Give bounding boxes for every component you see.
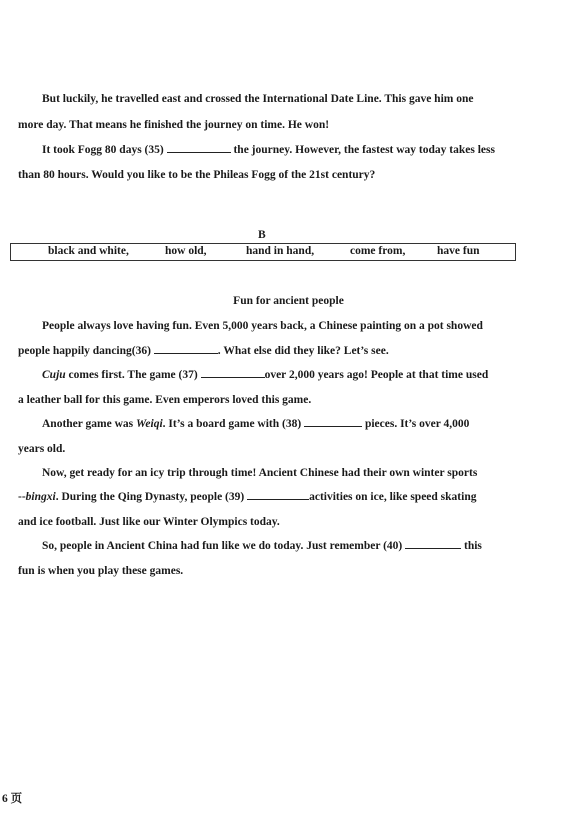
word-bank-item: black and white, [48, 245, 129, 257]
answer-blank-40[interactable] [405, 547, 461, 549]
text: . During the Qing Dynasty, people (39) [55, 491, 245, 503]
passage-title: Fun for ancient people [233, 295, 344, 307]
page-number: 6 页 [2, 793, 23, 805]
answer-blank-35[interactable] [167, 151, 231, 153]
text: It took Fogg 80 days (35) [42, 144, 164, 156]
word-bank-item: hand in hand, [246, 245, 315, 257]
answer-blank-36[interactable] [154, 352, 218, 354]
section-b-letter: B [258, 229, 266, 241]
word-bank-item: have fun [437, 245, 480, 257]
answer-blank-39[interactable] [247, 498, 309, 500]
passage-b-line [42, 369, 488, 381]
passage-a-line-3 [42, 144, 495, 156]
text: So, people in Ancient China had fun like we do today. Just remember (40) [42, 540, 403, 552]
text: pieces. It’s over 4,000 [364, 418, 470, 430]
passage-b-line: Now, get ready for an icy trip through time! Ancient Chinese had their own winter sports [42, 467, 478, 479]
text: over 2,000 years ago! People at that time used [264, 369, 489, 381]
text: activities on ice, like speed skating [309, 491, 477, 503]
text: Another game was [42, 418, 137, 430]
passage-a-line-1: But luckily, he travelled east and crossed the International Date Line. This gave him one [42, 93, 474, 105]
passage-b-line [42, 540, 482, 552]
answer-blank-37[interactable] [201, 376, 265, 378]
text: this [464, 540, 482, 552]
passage-b-line: and ice football. Just like our Winter Olympics today. [18, 516, 280, 528]
word-bank-item: how old, [165, 245, 207, 257]
text: people happily dancing(36) [18, 345, 151, 357]
passage-a-line-4: than 80 hours. Would you like to be the Phileas Fogg of the 21st century? [18, 169, 376, 181]
text: -- [18, 491, 26, 503]
answer-blank-38[interactable] [304, 425, 362, 427]
passage-b-line [18, 491, 476, 503]
passage-b-line: a leather ball for this game. Even emperors loved this game. [18, 394, 312, 406]
italic-term: Weiqi [136, 418, 163, 430]
passage-b-line: fun is when you play these games. [18, 565, 184, 577]
text: . It’s a board game with (38) [162, 418, 302, 430]
text: comes first. The game (37) [65, 369, 198, 381]
word-bank-item: come from, [350, 245, 406, 257]
text: . What else did they like? Let’s see. [217, 345, 389, 357]
word-bank-box [10, 243, 516, 261]
passage-b-line [42, 418, 469, 430]
italic-term: bingxi [25, 491, 56, 503]
text: the journey. However, the fastest way today takes less [233, 144, 495, 156]
passage-b-line: People always love having fun. Even 5,000 years back, a Chinese painting on a pot showed [42, 320, 483, 332]
passage-b-line [18, 345, 389, 357]
passage-a-line-2: more day. That means he finished the journey on time. He won! [18, 119, 330, 131]
italic-term: Cuju [42, 369, 66, 381]
passage-b-line: years old. [18, 443, 66, 455]
